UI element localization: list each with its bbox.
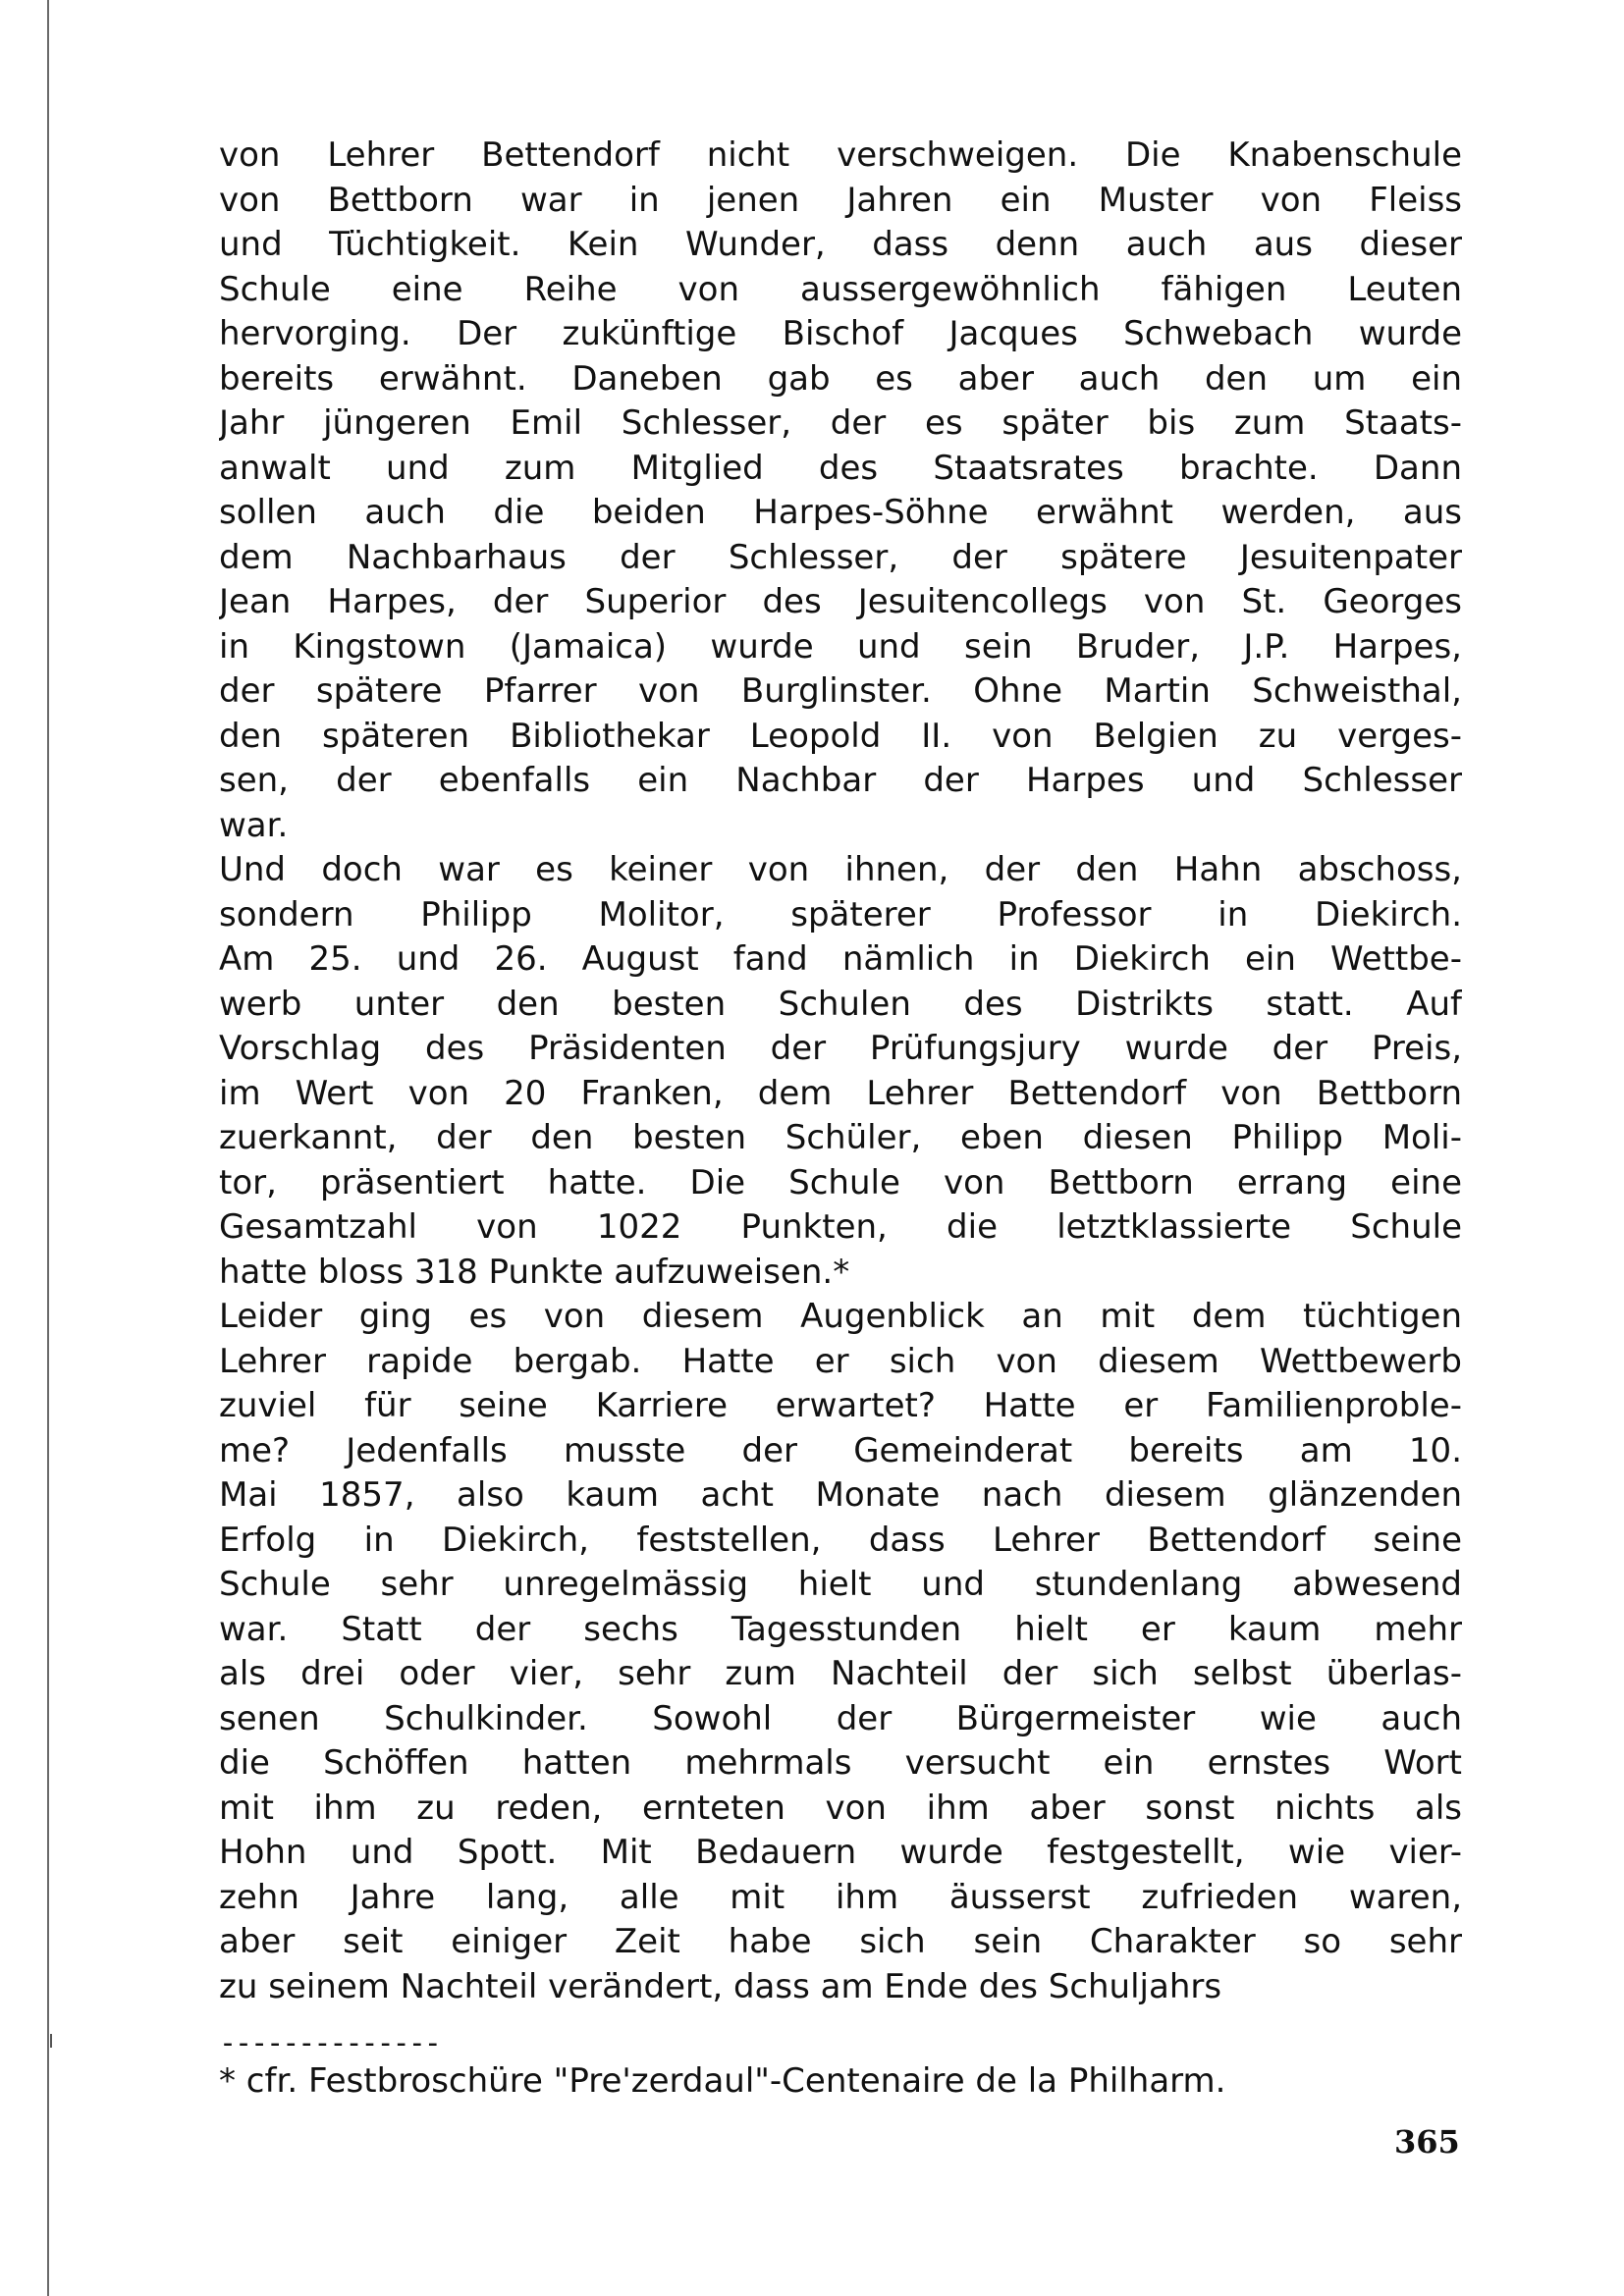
text-line: Hohn und Spott. Mit Bedauern wurde festgestellt, wie vier- xyxy=(219,1833,1462,1872)
text-line: anwalt und zum Mitglied des Staatsrates brachte. Dann xyxy=(219,448,1462,488)
binding-mark xyxy=(50,2034,52,2048)
text-line: der spätere Pfarrer von Burglinster. Ohne Martin Schweisthal, xyxy=(219,671,1462,711)
page-number: 365 xyxy=(1394,2123,1460,2161)
footnote-separator: -------------- xyxy=(219,2026,440,2060)
text-line: bereits erwähnt. Daneben gab es aber auch den um ein xyxy=(219,358,1462,399)
text-line: Und doch war es keiner von ihnen, der den Hahn abschoss, xyxy=(219,850,1462,889)
text-line: war. xyxy=(219,805,289,845)
text-line: Schule sehr unregelmässig hielt und stundenlang abwesend xyxy=(219,1565,1462,1604)
page-binding-line xyxy=(47,0,49,2296)
text-line: Mai 1857, also kaum acht Monate nach diesem glänzenden xyxy=(219,1475,1462,1515)
text-line: werb unter den besten Schulen des Distrikts statt. Auf xyxy=(219,984,1462,1024)
text-line: von Bettborn war in jenen Jahren ein Muster von Fleiss xyxy=(219,180,1462,220)
text-line: war. Statt der sechs Tagesstunden hielt er kaum mehr xyxy=(219,1609,1462,1649)
text-line: Lehrer rapide bergab. Hatte er sich von diesem Wettbewerb xyxy=(219,1341,1462,1381)
text-line: zuviel für seine Karriere erwartet? Hatte er Familienproble- xyxy=(219,1386,1462,1425)
text-line: von Lehrer Bettendorf nicht verschweigen. Die Knabenschule xyxy=(219,135,1462,175)
text-line: sollen auch die beiden Harpes-Söhne erwähnt werden, aus xyxy=(219,493,1462,532)
text-line: Jean Harpes, der Superior des Jesuitencollegs von St. Georges xyxy=(219,582,1462,621)
text-line: sen, der ebenfalls ein Nachbar der Harpes und Schlesser xyxy=(219,761,1462,800)
text-line: hervorging. Der zukünftige Bischof Jacques Schwebach wurde xyxy=(219,314,1462,353)
text-line: tor, präsentiert hatte. Die Schule von Bettborn errang eine xyxy=(219,1162,1462,1202)
text-line: Schule eine Reihe von aussergewöhnlich fähigen Leuten xyxy=(219,269,1462,309)
body-text xyxy=(219,133,1462,2009)
text-line: und Tüchtigkeit. Kein Wunder, dass denn auch aus dieser xyxy=(219,225,1462,264)
text-line: zuerkannt, der den besten Schüler, eben diesen Philipp Moli- xyxy=(219,1118,1462,1157)
text-line: im Wert von 20 Franken, dem Lehrer Bettendorf von Bettborn xyxy=(219,1073,1462,1113)
text-line: mit ihm zu reden, ernteten von ihm aber sonst nichts als xyxy=(219,1788,1462,1828)
text-line: Am 25. und 26. August fand nämlich in Diekirch ein Wettbe- xyxy=(219,939,1462,979)
text-line: den späteren Bibliothekar Leopold II. von Belgien zu verges- xyxy=(219,716,1462,756)
text-line: hatte bloss 318 Punkte aufzuweisen.* xyxy=(219,1252,850,1292)
text-line: zu seinem Nachteil verändert, dass am Ende des Schuljahrs xyxy=(219,1966,1222,2006)
text-line: Erfolg in Diekirch, feststellen, dass Lehrer Bettendorf seine xyxy=(219,1520,1462,1560)
text-line: in Kingstown (Jamaica) wurde und sein Bruder, J.P. Harpes, xyxy=(219,626,1462,667)
text-line: dem Nachbarhaus der Schlesser, der spätere Jesuitenpater xyxy=(219,537,1462,577)
text-line: zehn Jahre lang, alle mit ihm äusserst zufrieden waren, xyxy=(219,1877,1462,1917)
text-line: aber seit einiger Zeit habe sich sein Charakter so sehr xyxy=(219,1922,1462,1961)
text-line: me? Jedenfalls musste der Gemeinderat bereits am 10. xyxy=(219,1430,1462,1470)
text-line: Vorschlag des Präsidenten der Prüfungsjury wurde der Preis, xyxy=(219,1029,1462,1068)
text-line: Leider ging es von diesem Augenblick an mit dem tüchtigen xyxy=(219,1297,1462,1336)
text-line: Gesamtzahl von 1022 Punkten, die letztklassierte Schule xyxy=(219,1207,1462,1247)
text-line: als drei oder vier, sehr zum Nachteil der sich selbst überlas- xyxy=(219,1654,1462,1693)
text-line: senen Schulkinder. Sowohl der Bürgermeister wie auch xyxy=(219,1698,1462,1738)
text-line: sondern Philipp Molitor, späterer Professor in Diekirch. xyxy=(219,894,1462,934)
footnote: * cfr. Festbroschüre "Pre'zerdaul"-Centenaire de la Philharm. xyxy=(219,2061,1226,2101)
text-line: die Schöffen hatten mehrmals versucht ein ernstes Wort xyxy=(219,1743,1462,1783)
text-line: Jahr jüngeren Emil Schlesser, der es später bis zum Staats- xyxy=(219,403,1462,443)
